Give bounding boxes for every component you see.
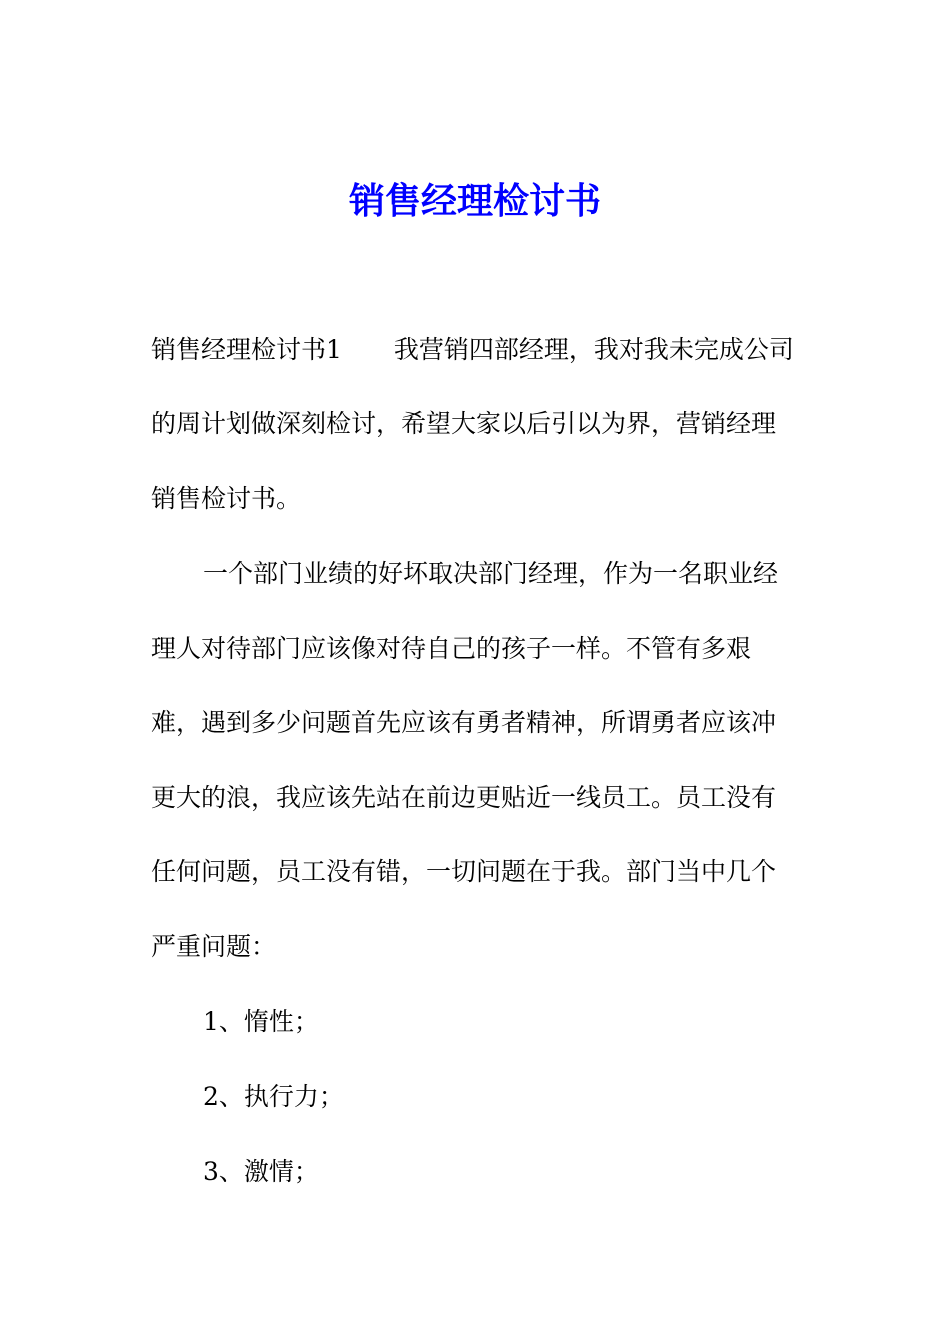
- paragraph-1-heading: 销售经理检讨书1: [151, 335, 342, 364]
- paragraph-2-line-1: 一个部门业绩的好坏取决部门经理，作为一名职业经: [203, 559, 779, 588]
- paragraph-2-line-5: 任何问题，员工没有错，一切问题在于我。部门当中几个: [151, 857, 777, 886]
- paragraph-2-line-6: 严重问题：: [151, 932, 277, 961]
- paragraph-2-line-3: 难，遇到多少问题首先应该有勇者精神，所谓勇者应该冲: [151, 708, 777, 737]
- paragraph-1-line-2: 的周计划做深刻检讨，希望大家以后引以为界，营销经理: [151, 409, 777, 438]
- paragraph-1-line-3: 销售检讨书。: [151, 484, 302, 513]
- list-item-1: 1、惰性；: [203, 1007, 319, 1036]
- document-title: 销售经理检讨书: [348, 181, 601, 222]
- paragraph-1-line-1-text: 我营销四部经理，我对我未完成公司: [393, 335, 794, 364]
- paragraph-1-line-1: [151, 330, 794, 370]
- list-item-2: 2、执行力；: [203, 1082, 344, 1111]
- paragraph-2-line-4: 更大的浪，我应该先站在前边更贴近一线员工。员工没有: [151, 783, 777, 812]
- list-item-3: 3、激情；: [203, 1157, 319, 1186]
- paragraph-2-line-2: 理人对待部门应该像对待自己的孩子一样。不管有多艰: [151, 634, 752, 663]
